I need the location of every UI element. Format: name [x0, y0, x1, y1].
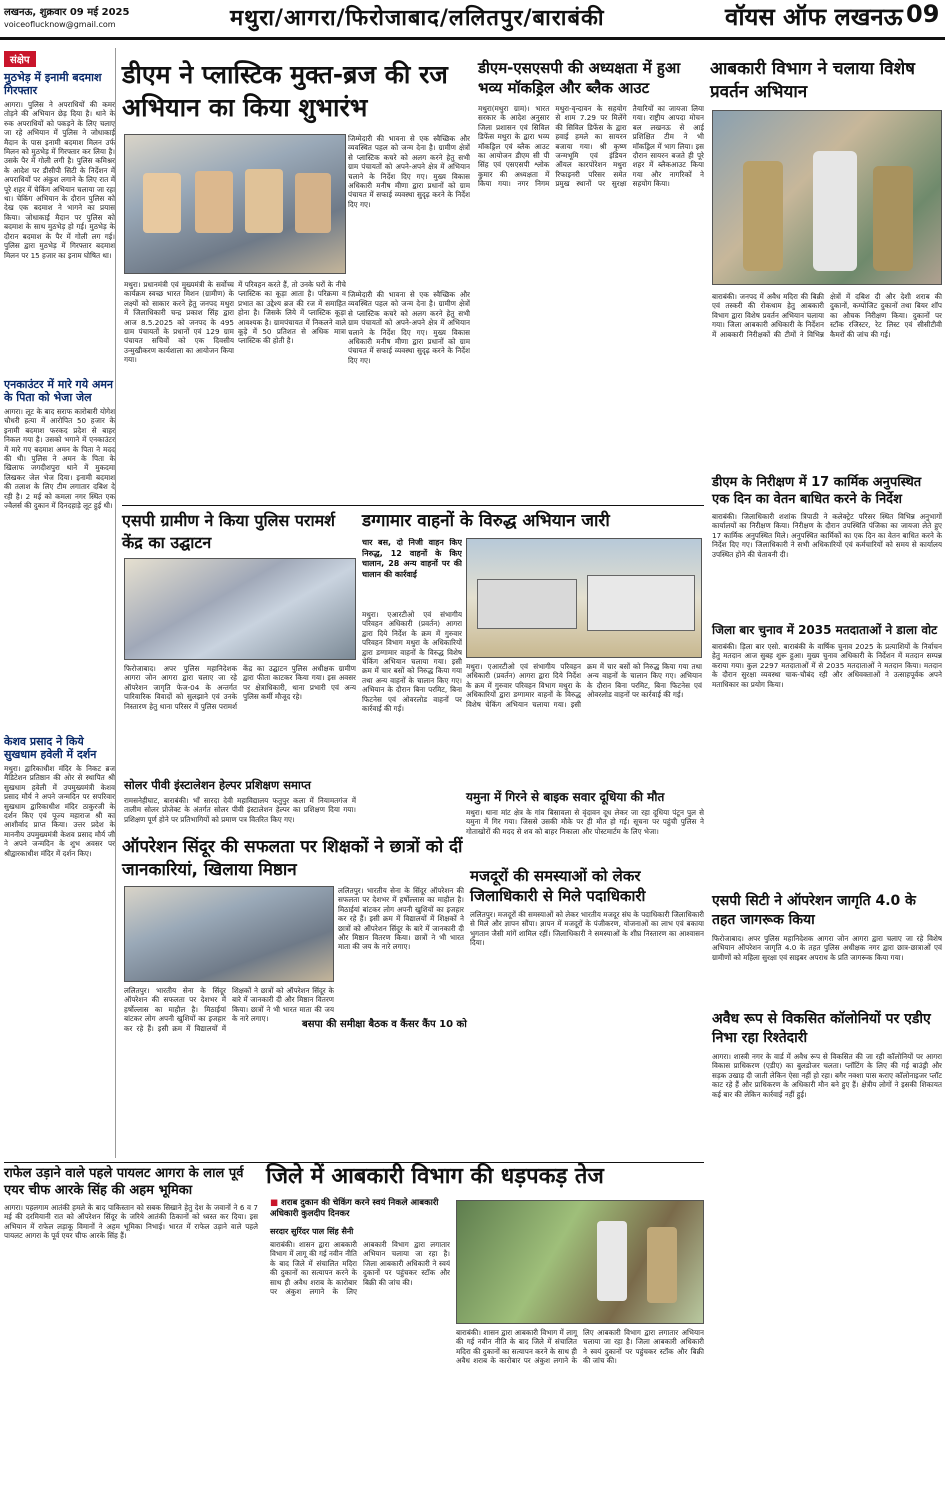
- article-police-centre: [122, 510, 354, 554]
- article-salary: [712, 474, 942, 600]
- article-plastic: [122, 58, 470, 124]
- article-solar: [124, 778, 356, 844]
- article-body: में परिवहन करते हैं, तो उनके घरों के नीचे प्लास्टिक का कूड़ा आता है। परिक्रमा व प्रभात का उद्देश्य ब्रज की रज में समाहित होना है। जिसके लिये में प्लास्टिक कूड़ा आवश्यक है। ग्रामपंचायत में निकलने वाले कूड़े में 50 प्रतिशत से अधिक मात्रा प्लास्टिक की होती है।: [238, 280, 346, 346]
- bullet-icon: ■: [270, 1198, 281, 1208]
- photo-figure: [295, 173, 331, 233]
- masthead-cities: मथुरा/आगरा/फिरोजाबाद/ललितपुर/बाराबंकी: [230, 6, 605, 31]
- article-headline: डीएम के निरीक्षण में 17 कार्मिक अनुपस्थित एक दिन का वेतन बाधित करने के निर्देश: [712, 475, 922, 507]
- photo-school-celebration: [124, 886, 334, 982]
- article-body: ललितपुर। भारतीय सेना के सिंदूर ऑपरेशन की सफलता पर देशभर में हर्षोल्लास का माहौल है। मिठाईयां बांटकर लोग अपनी खुशियों का इजहार कर रहे हैं। इसी क्रम में विद्यालयों में शिक्षकों ने छात्रों को ऑपरेशन सिंदूर के बारे में जानकारी दी और मिष्ठान वितरण किया। छात्रों ने भी भारत माता की जय के नारे लगाए।: [124, 986, 334, 1033]
- article-labour: [470, 866, 704, 1154]
- photo-bus: [587, 575, 695, 631]
- article-body: फिरोजाबाद। अपर पुलिस महानिदेशक आगरा जोन आगरा द्वारा चलाए जा रहे ऑपरेशन जागृति फेज-04 के अन्तर्गत पारिवारिक विवादों को सुलझाने एवं उनके निस्तारण हेतु थाना परिसर में पुलिस परामर्श केंद्र का उद्घाटन पुलिस अधीक्षक ग्रामीण द्वारा फीता काटकर किया गया। इस अवसर पर क्षेत्राधिकारी, थाना प्रभारी एवं अन्य पुलिस कर्मी मौजूद रहे।: [124, 664, 356, 711]
- article-headline: एसपी ग्रामीण ने किया पुलिस परामर्श केंद्र का उद्घाटन: [122, 511, 336, 552]
- article-rafale: [4, 1165, 258, 1493]
- article-bullet: [270, 1198, 450, 1220]
- article-headline: सोलर पीवी इंस्टालेशन हेल्पर प्रशिक्षण समाप्त: [124, 778, 311, 792]
- article-subheadline: चार बस, दो निजी वाहन किए निरुद्ध, 12 वाहनों के किए चालान, 28 अन्य वाहनों पर की चालान की कार्रवाई: [362, 538, 462, 579]
- article-excise-campaign: [710, 58, 942, 104]
- photo-figure: [647, 1227, 677, 1303]
- sidebar-tag: संक्षेप: [4, 51, 36, 67]
- article-body: मथुरा। थाना मांट क्षेत्र के गांव बिसावला से वृंदावन दूध लेकर जा रहा दूधिया पंटून पुल से यमुना में गिर गया। जिससे उसकी मौके पर ही मौत हो गई। सूचना पर पहुंची पुलिस ने गोताखोरों की मदद से शव को बाहर निकाला और पोस्टमार्टम के लिए भेजा।: [466, 808, 704, 836]
- sidebar-item-body: आगरा। पुलिस ने अपराधियों की कमर तोड़ने की अभियान छेड़ दिया है। थाने के रुक अपराधियों को पकड़ने के लिए चलाए जा रहे अभियान में पुलिस ने जोधाकाई मैदान के पास इनामी बदमाश मिलन उर्फ मिलन को मुठभेड़ में गिरफ्तार कर लिया है। उसके पैर में गोली लगी है। पुलिस कमिश्नर के आदेश पर डीसीपी सिटी के निर्देशन में अपराधियों पर अंकुश लगाने के लिए रात में पूरे शहर में चेकिंग अभियान चलाया जा रहा था। चेकिंग अभियान के दौरान पुलिस को देख एक बदमाश ने भागने का प्रयास किया। जोधाकाई मैदान पर पुलिस को बदमाश के साथ मुठभेड़ हो गई। मुठभेड़ के दौरान बदमाश के पैर में गोली लग गई। पुलिस द्वारा मुठभेड़ में गिरफ्तार बदमाश मिलन पर 15 हजार का इनाम घोषित था।: [4, 100, 115, 260]
- article-sindoor: [122, 836, 464, 882]
- article-body: बाराबंकी। जनपद में अवैध मदिरा की बिक्री एवं तस्करी की रोकथाम हेतु आबकारी विभाग द्वारा विशेष प्रवर्तन अभियान चलाया गया। जिला आबकारी अधिकारी के निर्देशन में आबकारी निरीक्षकों की टीमों ने विभिन्न क्षेत्रों में दबिश दी और देशी शराब की दुकानों, कम्पोजिट दुकानों तथा बियर शॉप का औचक निरीक्षण किया। दुकानों पर स्टॉक रजिस्टर, रेट लिस्ट एवं सीसीटीवी कैमरों की जांच की गई।: [712, 292, 942, 339]
- article-jagriti: [712, 892, 942, 996]
- article-headline: आबकारी विभाग ने चलाया विशेष प्रवर्तन अभियान: [710, 59, 916, 102]
- article-headline: अवैध रूप से विकसित कॉलोनियों पर एडीए निभा रहा रिश्तेदारी: [712, 1011, 931, 1046]
- photo-bus: [477, 579, 577, 629]
- photo-figure: [143, 173, 181, 233]
- article-headline: बसपा की समीक्षा बैठक व कैंसर कैंप 10 को: [302, 1018, 470, 1031]
- article-body: रामसनेहीघाट, बाराबंकी। भाँ सारदा देवी महाविद्यालय फतुपुर कला में नियामतगंज में तालीम सोलर प्रोजेक्ट के अंतर्गत सोलर पीवी इंस्टालेशन हेल्पर का प्रशिक्षण दिया गया। प्रशिक्षण पूर्ण होने पर प्रतिभागियों को प्रमाण पत्र वितरित किए गए।: [124, 796, 356, 824]
- article-body: ललितपुर। मजदूरों की समस्याओं को लेकर भारतीय मजदूर संघ के पदाधिकारी जिलाधिकारी से मिले और ज्ञापन सौंपा। ज्ञापन में मजदूरों के पंजीकरण, योजनाओं का लाभ एवं बकाया भुगतान जैसी मांगें शामिल रहीं। जिलाधिकारी ने समस्याओं के शीघ्र निस्तारण का आश्वासन दिया।: [470, 910, 704, 948]
- photo-plastic-event: [124, 134, 346, 274]
- article-body: मथुरा। प्रधानमंत्री एवं मुख्यमंत्री के सर्वोच्च कार्यक्रम स्वच्छ भारत मिशन (ग्रामीण) के लक्ष्यों को साकार करने हेतु जनपद मथुरा में जिलाधिकारी चन्द्र प्रकाश सिंह द्वारा आज 8.5.2025 को जनपद के 495 ग्राम पंचायतों के प्रधानों एवं 129 ग्राम पंचायत सचिवों को एक दिवसीय उन्मुखीकरण कार्यशाला का आयोजन किया गया।: [124, 280, 234, 365]
- article-dumper: [362, 510, 704, 532]
- article-body: आगरा। शास्त्री नगर के वार्ड में अवैध रूप से विकसित की जा रही कॉलोनियों पर आगरा विकास प्राधिकरण (एडीए) का बुलडोजर चलता। प्लॉटिंग के लिए की गई बाउंड्री और सड़क उखाड़ दी जाती लेकिन ऐसा नहीं हो रहा। बगैर नक्शा पास कराए कॉलोनाइजर प्लॉट काट रहे हैं और प्राधिकरण के अधिकारी मौन बने हुए हैं। क्षेत्रीय लोगों ने इसकी शिकायत कई बार की लेकिन कार्रवाई नहीं हुई।: [712, 1052, 942, 1099]
- article-body: मथुरा। एआरटीओ एवं संभागीय परिवहन अधिकारी (प्रवर्तन) आगरा द्वारा दिये निर्देश के क्रम में गुरुवार परिवहन विभाग मथुरा के अधिकारियों द्वारा डग्गामार वाहनों के विरुद्ध विशेष चेकिंग अभियान चलाया गया। इसी क्रम में चार बसों को निरुद्ध किया गया तथा अन्य वाहनों के चालान किए गए। अभियान के दौरान बिना परमिट, बिना फिटनेस एवं ओवरलोड वाहनों पर कार्रवाई की गई।: [362, 610, 462, 714]
- article-headline: डीएम ने प्लास्टिक मुक्त-ब्रज की रज अभियान का किया शुभारंभ: [122, 60, 448, 122]
- article-body: फिरोजाबाद। अपर पुलिस महानिदेशक आगरा जोन आगरा द्वारा चलाए जा रहे विशेष अभियान ऑपरेशन जागृति 4.0 के तहत पुलिस अधीक्षक नगर द्वारा छात्र-छात्राओं एवं ग्रामीणों को महिला सुरक्षा एवं साइबर अपराध के प्रति जागरूक किया गया।: [712, 934, 942, 962]
- article-headline: डग्गामार वाहनों के विरुद्ध अभियान जारी: [362, 511, 610, 531]
- sidebar: [4, 48, 116, 1158]
- article-headline: मजदूरों की समस्याओं को लेकर जिलाधिकारी से मिले पदाधिकारी: [470, 867, 646, 905]
- photo-excise-officers: [712, 110, 942, 285]
- masthead-email: voiceoflucknow@gmail.com: [4, 20, 116, 29]
- masthead-date: लखनऊ, शुक्रवार 09 मई 2025: [4, 7, 130, 18]
- sidebar-item-title: एनकाउंटर में मारे गये अमन के पिता को भेजा जेल: [4, 378, 114, 404]
- article-mockdrill: [478, 58, 704, 98]
- article-body: मथुरा(मथुरा ग्राम)। भारत सरकार के आदेश अनुसार जिला प्रशासन एवं सिविल डिफेंस मथुरा के द्वारा भव्य मॉकड्रिल एवं ब्लैक आउट का आयोजन डीएम सी पी सिंह एवं एसएसपी श्लोक कुमार की अध्यक्षता में किया गया। नगर निगम मथुरा-वृन्दावन के सहयोग से शाम 7.29 पर मिलेंगे की सिविल डिफेंस के द्वारा हवाई हमले का सायरन बजाया गया। श्री कृष्ण जन्मभूमि एवं इंडियन ऑयल कारपोरेशन मथुरा रिफाइनरी परिसर समेत प्रमुख स्थानों पर सुरक्षा तैयारियों का जायजा लिया गया। राष्ट्रीय आपदा मोचन बल लखनऊ से आई प्रशिक्षित टीम ने भी मॉकड्रिल में भाग लिया। इस दौरान सायरन बजते ही पूरे शहर में ब्लैकआउट किया गया और नागरिकों ने सहयोग किया।: [478, 104, 704, 189]
- photo-police-inauguration: [124, 558, 356, 660]
- article-body: आगरा। पहलगाम आतंकी हमले के बाद पाकिस्तान को सबक सिखाने हेतु देश के जवानों ने 6 व 7 मई की दरमियानी रात को ऑपरेशन सिंदूर के जरिये आतंकी ठिकानों को ध्वस्त कर दिया। इस अभियान में राफेल लड़ाकू विमानों ने अहम भूमिका निभाई। भारत में राफेल उड़ाने वाले पहले पायलट आगरा के पूर्व एयर चीफ आरके सिंह हैं।: [4, 1203, 258, 1241]
- article-headline: डीएम-एसएसपी की अध्यक्षता में हुआ भव्य मॉकड्रिल और ब्लैक आउट: [478, 59, 681, 97]
- photo-field-inspection: [456, 1200, 704, 1324]
- article-body: जिम्मेदारी की भावना से एक स्वैच्छिक और व्यवस्थित पहल को जन्म देना है। ग्रामीण क्षेत्रों से प्लास्टिक कचरे को अलग करने हेतु सभी ग्राम पंचायतों को अपने-अपने क्षेत्र में अभियान चलाने के निर्देश दिए गए। मुख्य विकास अधिकारी मनीष मीणा द्वारा प्रधानों को ग्राम पंचायत में सफाई व्यवस्था सुदृढ़ करने के निर्देश दिए गए।: [348, 134, 470, 209]
- article-bar-election: [712, 622, 942, 898]
- photo-figure: [813, 151, 857, 271]
- article-subheadline: शराब दुकान की चेकिंग करने स्वयं निकले आबकारी अधिकारी कुलदीप दिनकर: [270, 1198, 439, 1219]
- article-body: बाराबंकी। जिलाधिकारी शशांक त्रिपाठी ने कलेक्ट्रेट परिसर स्थित विभिन्न अनुभागों कार्यालयों का निरीक्षण किया। निरीक्षण के दौरान उपस्थिति पंजिका का जायजा लेते हुए 17 कार्मिक अनुपस्थित मिले। अनुपस्थित कार्मिकों का एक दिन का वेतन बाधित करने के निर्देश दिए गए। जिलाधिकारी ने सभी अधिकारियों एवं कर्मचारियों को समय से कार्यालय उपस्थित होने की चेतावनी दी।: [712, 512, 942, 559]
- article-cancer-camp: [302, 1018, 470, 1031]
- article-headline: यमुना में गिरने से बाइक सवार दूधिया की मौत: [466, 790, 665, 804]
- article-body: बाराबंकी। शासन द्वारा आबकारी विभाग में लागू की गई नवीन नीति के बाद जिले में संचालित मदिरा की दुकानों का सत्यापन करने के साथ ही अवैध शराब के कारोबार पर अंकुश लगाने के लिए आबकारी विभाग द्वारा लगातार अभियान चलाया जा रहा है। जिला आबकारी अधिकारी ने स्वयं दुकानों पर पहुंचकर स्टॉक और बिक्री की जांच की।: [456, 1328, 704, 1366]
- divider: [122, 505, 704, 506]
- photo-figure: [873, 166, 913, 271]
- article-body: बाराबंकी। ड़िला बार एसो. बाराबंकी के वार्षिक चुनाव 2025 के प्रत्याशियों के निर्वाचन हेतु मतदान आज सुबह शुरू हुआ। मुख्य चुनाव अधिकारी के निर्देशन में मतदान सम्पन्न कराया गया। कुल 2297 मतदाताओं में से 2035 मतदाताओं ने मतदान किया। मतदान के दौरान सुरक्षा व्यवस्था चाक-चौबंद रही और अधिवक्ताओं ने उत्साहपूर्वक अपने मताधिकार का प्रयोग किया।: [712, 642, 942, 689]
- article-body: ललितपुर। भारतीय सेना के सिंदूर ऑपरेशन की सफलता पर देशभर में हर्षोल्लास का माहौल है। मिठाईयां बांटकर लोग अपनी खुशियों का इजहार कर रहे हैं। इसी क्रम में विद्यालयों में शिक्षकों ने छात्रों को ऑपरेशन सिंदूर के बारे में जानकारी दी और मिष्ठान वितरण किया। छात्रों ने भी भारत माता की जय के नारे लगाए।: [338, 886, 464, 952]
- article-body: जिम्मेदारी की भावना से एक स्वैच्छिक और व्यवस्थित पहल को जन्म देना है। ग्रामीण क्षेत्रों से प्लास्टिक कचरे को अलग करने हेतु सभी ग्राम पंचायतों को अपने-अपने क्षेत्र में अभियान चलाने के निर्देश दिए गए। मुख्य विकास अधिकारी मनीष मीणा द्वारा प्रधानों को ग्राम पंचायत में सफाई व्यवस्था सुदृढ़ करने के निर्देश दिए गए।: [348, 290, 470, 365]
- photo-figure: [245, 169, 283, 233]
- article-body: मथुरा। एआरटीओ एवं संभागीय परिवहन अधिकारी (प्रवर्तन) आगरा द्वारा दिये निर्देश के क्रम में गुरुवार परिवहन विभाग मथुरा के अधिकारियों द्वारा डग्गामार वाहनों के विरुद्ध विशेष चेकिंग अभियान चलाया गया। इसी क्रम में चार बसों को निरुद्ध किया गया तथा अन्य वाहनों के चालान किए गए। अभियान के दौरान बिना परमिट, बिना फिटनेस एवं ओवरलोड वाहनों पर कार्रवाई की गई।: [466, 662, 702, 709]
- sidebar-item-body: मथुरा। द्वारिकाधीश मंदिर के निकट ब्रज मैडिटेशन प्रतिष्ठान की ओर से स्थापित श्री सुखधाम हवेली में उपमुख्यमंत्री केशव प्रसाद मौर्य ने अपने जन्मदिन पर सपरिवार सुखधाम द्वारिकाधीश मंदिर ठाकुरजी के दर्शन किए एवं पूज्य महाराज श्री का आशीर्वाद प्राप्त किया। उत्तर प्रदेश के माननीय उपमुख्यमंत्री केशव प्रसाद मौर्य जी ने अपने जन्मदिन के शुभ अवसर पर श्रीद्वारकाधीश मंदिर में दर्शन किए।: [4, 764, 115, 858]
- sidebar-item-body: आगरा। लूट के बाद सराफ कारोबारी योगेश चौधरी हत्या में आरोपित 50 हजार के इनामी बदमाश फरकद प्रदेश से बाहर निकल गया है। उसको भगाने में एनकाउंटर में मारे गए बदमाश अमन के पिता ने मदद की थी। पुलिस ने अमन के पिता के खिलाफ जगदीशपुरा थाने में मुकदमा लिखकर जेल भेज दिया। इनामी बदमाश की तलाश के लिए टीम लगातार दबिश दे रही है। 2 मई को कमला नगर स्थित एक ज्वैलर्स की दुकान में दिनदहाड़े लूट हुई थी।: [4, 407, 115, 511]
- article-colonies: [712, 1010, 942, 1482]
- article-body: बाराबंकी। शासन द्वारा आबकारी विभाग में लागू की गई नवीन नीति के बाद जिले में संचालित मदिरा की दुकानों का सत्यापन करने के साथ ही अवैध शराब के कारोबार पर अंकुश लगाने के लिए आबकारी विभाग द्वारा लगातार अभियान चलाया जा रहा है। जिला आबकारी अधिकारी ने स्वयं दुकानों पर पहुंचकर स्टॉक और बिक्री की जांच की।: [270, 1240, 450, 1297]
- article-headline: राफेल उड़ाने वाले पहले पायलट आगरा के लाल पूर्व एयर चीफ आरके सिंह की अहम भूमिका: [4, 1166, 244, 1198]
- sidebar-item-title: मुठभेड़ में इनामी बदमाश गिरफ्तार: [4, 71, 102, 97]
- article-headline: जिला बार चुनाव में 2035 मतदाताओं ने डाला वोट: [712, 623, 938, 637]
- article-yamuna: [466, 790, 704, 870]
- article-headline: ऑपरेशन सिंदूर की सफलता पर शिक्षकों ने छात्रों को दीं जानकारियां, खिलाया मिष्ठान: [122, 837, 463, 880]
- photo-buses: [466, 538, 702, 658]
- page-number: 09: [906, 0, 940, 28]
- article-headline: जिले में आबकारी विभाग की धड़पकड़ तेज: [266, 1164, 604, 1189]
- article-byline: सरदार सुरिंदर पाल सिंह सैनी: [270, 1227, 354, 1236]
- photo-figure: [597, 1221, 627, 1301]
- sidebar-item-title: केशव प्रसाद ने किये सुखधाम हवेली में दर्शन: [4, 735, 97, 761]
- article-headline: एसपी सिटी ने ऑपरेशन जागृति 4.0 के तहत जागरूक किया: [712, 893, 916, 928]
- photo-figure: [743, 161, 783, 271]
- masthead-brand: वॉयस ऑफ लखनऊ: [725, 3, 903, 31]
- photo-figure: [195, 171, 233, 233]
- masthead: [0, 0, 945, 40]
- article-excise-raid: [266, 1162, 706, 1192]
